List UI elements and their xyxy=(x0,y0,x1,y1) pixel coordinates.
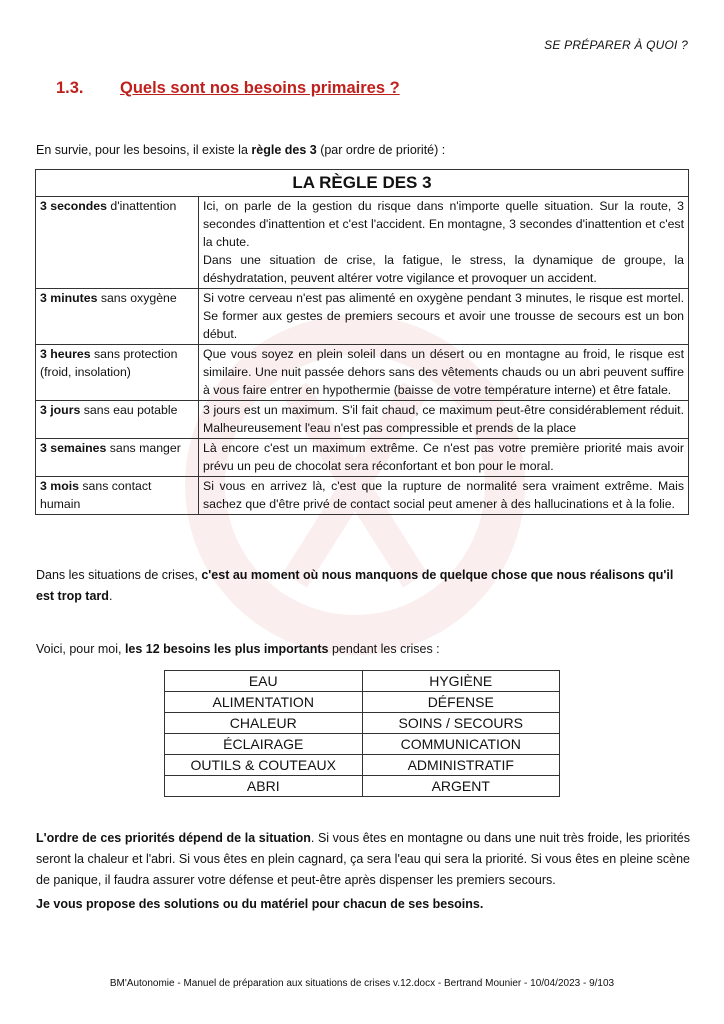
rule-label-bold: 3 jours xyxy=(40,403,81,417)
rule-label xyxy=(36,439,199,477)
need-cell: DÉFENSE xyxy=(362,692,560,713)
rule-label xyxy=(36,477,199,515)
priority-paragraph xyxy=(36,828,690,891)
table-row xyxy=(36,477,689,515)
table-row xyxy=(165,671,560,692)
need-cell: ARGENT xyxy=(362,776,560,797)
para2-end: pendant les crises : xyxy=(328,642,440,656)
rule-label xyxy=(36,197,199,289)
rule-text-2: Dans une situation de crise, la fatigue, le stress, la dynamique de groupe, la déshydratation, peuvent altérer votre vigilance et provoquer un accident. xyxy=(203,253,684,285)
rule-description xyxy=(199,197,689,289)
intro-text-end: (par ordre de priorité) : xyxy=(316,143,446,157)
need-cell: ABRI xyxy=(165,776,363,797)
need-cell: COMMUNICATION xyxy=(362,734,560,755)
para4-end: . xyxy=(479,897,484,911)
closing-paragraph xyxy=(36,897,483,911)
table-row xyxy=(36,197,689,289)
rule-label-rest: d'inattention xyxy=(107,199,177,213)
table-row xyxy=(165,755,560,776)
intro-paragraph xyxy=(36,143,445,157)
rule-label-rest: sans oxygène xyxy=(97,291,177,305)
para2-bold: les 12 besoins les plus importants xyxy=(124,642,329,656)
need-cell: ÉCLAIRAGE xyxy=(165,734,363,755)
rule-description: Si votre cerveau n'est pas alimenté en oxygène pendant 3 minutes, le risque est mortel. Se former aux gestes de premiers secours et avoir une trousse de secours est un bon début. xyxy=(199,289,689,345)
need-cell: OUTILS & COUTEAUX xyxy=(165,755,363,776)
running-header: SE PRÉPARER À QUOI ? xyxy=(544,38,688,52)
para2-text: Voici, pour moi, xyxy=(36,642,125,656)
need-cell: ALIMENTATION xyxy=(165,692,363,713)
para1-bold: c'est au moment où nous manquons de quelque chose que nous réalisons qu'il est trop tard xyxy=(36,568,674,603)
table-row xyxy=(36,401,689,439)
para3-text: . Si vous êtes en montagne ou dans une nuit très froide, les priorités seront la chaleur et l'abri. Si vous êtes en plein cagnard, ça sera l'eau qui sera la priorité. Si vous êtes en pleine scène de panique, il faudra assurer votre défense et peut-être après dispenser les premiers secours. xyxy=(36,831,690,887)
rule-label-rest: sans protection (froid, insolation) xyxy=(40,347,178,379)
rule-label-bold: 3 secondes xyxy=(40,199,107,213)
need-cell: CHALEUR xyxy=(165,713,363,734)
intro-text: En survie, pour les besoins, il existe la xyxy=(36,143,252,157)
needs-table xyxy=(164,670,560,797)
rule-label xyxy=(36,401,199,439)
crisis-paragraph xyxy=(36,565,690,607)
rule-description: 3 jours est un maximum. S'il fait chaud, ce maximum peut-être considérablement réduit. Malheureusement l'eau n'est pas compressible et prends de la place xyxy=(199,401,689,439)
need-cell: EAU xyxy=(165,671,363,692)
para4-bold: Je vous propose des solutions ou du matériel pour chacun de ses besoins xyxy=(36,897,480,911)
section-number: 1.3. xyxy=(56,79,84,97)
rule-label-rest: sans contact humain xyxy=(40,479,152,511)
needs-intro-paragraph xyxy=(36,642,440,656)
table-row xyxy=(165,776,560,797)
table-row xyxy=(165,713,560,734)
intro-bold: règle des 3 xyxy=(251,143,317,157)
rule-label xyxy=(36,289,199,345)
rule-label-bold: 3 minutes xyxy=(40,291,98,305)
rule-label-bold: 3 heures xyxy=(40,347,91,361)
para3-bold: L'ordre de ces priorités dépend de la situation xyxy=(36,831,311,845)
table-row xyxy=(36,289,689,345)
need-cell: HYGIÈNE xyxy=(362,671,560,692)
rule-table-title: LA RÈGLE DES 3 xyxy=(36,170,689,197)
table-row xyxy=(165,692,560,713)
rule-of-three-table xyxy=(35,169,689,515)
rule-label xyxy=(36,345,199,401)
rule-description: Si vous en arrivez là, c'est que la rupture de normalité sera vraiment extrême. Mais sachez que d'être privé de contact social peut amener à des hallucinations et à la folie. xyxy=(199,477,689,515)
rule-description: Là encore c'est un maximum extrême. Ce n'est pas votre première priorité mais avoir prévu un peu de chocolat sera réconfortant et bon pour le moral. xyxy=(199,439,689,477)
need-cell: ADMINISTRATIF xyxy=(362,755,560,776)
para1-end: . xyxy=(108,589,113,603)
table-row xyxy=(165,734,560,755)
rule-text: Ici, on parle de la gestion du risque dans n'importe quelle situation. Sur la route, 3 secondes d'inattention et c'est l'accident. En montagne, 3 secondes d'inattention et c'est la chute. xyxy=(203,199,684,249)
need-cell: SOINS / SECOURS xyxy=(362,713,560,734)
rule-label-rest: sans manger xyxy=(106,441,181,455)
section-heading xyxy=(56,79,400,98)
rule-label-bold: 3 semaines xyxy=(40,441,107,455)
rule-label-bold: 3 mois xyxy=(40,479,79,493)
page-footer: BM'Autonomie - Manuel de préparation aux situations de crises v.12.docx - Bertrand Mounier - 10/04/2023 - 9/103 xyxy=(109,978,615,989)
table-row xyxy=(36,439,689,477)
rule-label-rest: sans eau potable xyxy=(80,403,178,417)
para1-text: Dans les situations de crises, xyxy=(36,568,202,582)
section-title: Quels sont nos besoins primaires ? xyxy=(120,79,400,97)
rule-description: Que vous soyez en plein soleil dans un désert ou en montagne au froid, le risque est similaire. Une nuit passée dehors sans des vêtements chauds ou un abri peuvent suffire à vous faire entrer en hypothermie (baisse de votre température interne) et être fatale. xyxy=(199,345,689,401)
table-row xyxy=(36,345,689,401)
